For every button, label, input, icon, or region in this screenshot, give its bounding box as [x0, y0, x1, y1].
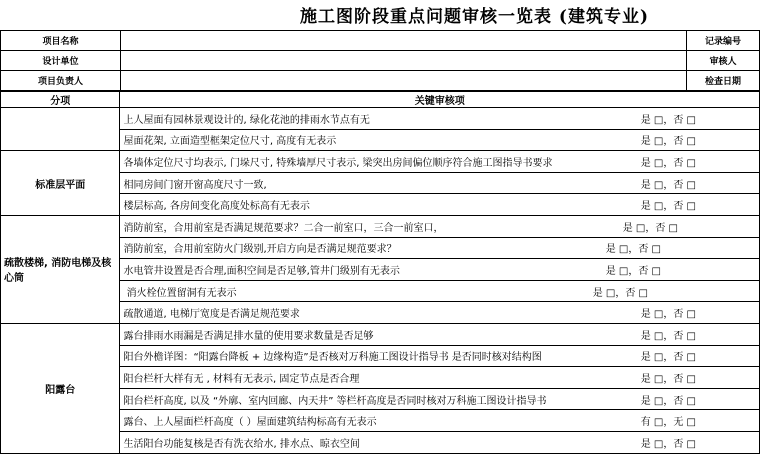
- table-row: [1, 151, 760, 173]
- page-title: 施工图阶段重点问题审核一览表 (建筑专业): [300, 7, 650, 27]
- item-cell: [120, 367, 760, 389]
- item-text: 水电管井设置是否合理,面积空间是否足够,管井门级别有无表示: [123, 265, 400, 277]
- table-header-row: [1, 92, 760, 108]
- item-cell: [120, 172, 760, 194]
- item-options[interactable]: 是 □，否 □: [640, 114, 696, 126]
- category-cell: [1, 108, 120, 151]
- category-cell: 阳露台: [1, 323, 120, 453]
- table-row: [1, 108, 760, 130]
- item-text: 各墙体定位尺寸均表示, 门垛尺寸, 特殊墙厚尺寸表示, 梁突出房间偏位顺序符合施工图指导书要求: [123, 157, 553, 169]
- item-options[interactable]: 有 □，无 □: [640, 417, 696, 429]
- item-text: 消火栓位置留洞有无表示: [123, 287, 237, 299]
- item-options[interactable]: 是 □，否 □: [640, 309, 696, 321]
- item-options[interactable]: 是 □，否 □: [640, 330, 696, 342]
- project-lead-label: 项目负责人: [1, 71, 121, 91]
- item-options[interactable]: 是 □，否 □: [640, 395, 696, 407]
- item-text: 楼层标高, 各房间变化高度处标高有无表示: [123, 201, 310, 213]
- item-options[interactable]: 是 □，否 □: [640, 438, 696, 450]
- item-cell: [120, 431, 760, 453]
- item-options[interactable]: 是 □，否 □: [605, 244, 661, 256]
- item-options[interactable]: 是 □，否 □: [640, 201, 696, 213]
- meta-table: [0, 30, 760, 91]
- review-table: [0, 91, 760, 454]
- project-name-label: 项目名称: [1, 31, 121, 51]
- item-cell: [120, 259, 760, 281]
- item-options[interactable]: 是 □，否 □: [640, 179, 696, 191]
- item-text: 阳台外檐详图：“阳露台降板 + 边缘构造”是否核对万科施工图设计指导书 是否同时核对结构图: [123, 352, 542, 364]
- item-text: 消防前室，合用前室是否满足规范要求？二合一前室口，三合一前室口，: [123, 222, 444, 234]
- category-cell: 标准层平面: [1, 151, 120, 216]
- item-text: 屋面花架, 立面造型框架定位尺寸, 高度有无表示: [123, 136, 337, 148]
- content-header: 关键审核项: [120, 92, 760, 108]
- item-cell: [120, 302, 760, 324]
- item-cell: [120, 323, 760, 345]
- item-text: 阳台栏杆大样有无 , 材料有无表示, 固定节点是否合理: [123, 373, 360, 385]
- design-unit-value[interactable]: [120, 51, 686, 71]
- item-cell: [120, 280, 760, 302]
- item-text: 生活阳台功能复核是否有洗衣给水, 排水点、晾衣空间: [123, 438, 360, 450]
- item-cell: [120, 194, 760, 216]
- design-unit-label: 设计单位: [1, 51, 121, 71]
- item-options[interactable]: 是 □，否 □: [640, 352, 696, 364]
- item-options[interactable]: 是 □，否 □: [640, 157, 696, 169]
- item-text: 露台、上人屋面栏杆高度（ ）屋面建筑结构标高有无表示: [123, 417, 377, 429]
- item-options[interactable]: 是 □，否 □: [592, 287, 648, 299]
- item-cell: [120, 108, 760, 130]
- category-cell: 疏散楼梯, 消防电梯及核心筒: [1, 215, 120, 323]
- reviewer-label: 审核人: [687, 51, 760, 71]
- item-cell: [120, 215, 760, 237]
- item-options[interactable]: 是 □，否 □: [640, 136, 696, 148]
- table-row: [1, 215, 760, 237]
- check-date-label: 检查日期: [687, 71, 760, 91]
- record-no-label: 记录编号: [687, 31, 760, 51]
- item-cell: [120, 151, 760, 173]
- item-text: 露台排雨水雨漏是否满足排水量的使用要求数量是否足够: [123, 330, 374, 342]
- item-cell: [120, 410, 760, 432]
- project-lead-value[interactable]: [120, 71, 686, 91]
- item-text: 上人屋面有园林景观设计的, 绿化花池的排雨水节点有无: [123, 114, 370, 126]
- project-name-value[interactable]: [120, 31, 686, 51]
- item-text: 疏散通道, 电梯厅宽度是否满足规范要求: [123, 309, 300, 321]
- item-text: 消防前室，合用前室防火门级别,开启方向是否满足规范要求？: [123, 244, 397, 256]
- category-header: 分项: [1, 92, 120, 108]
- item-cell: [120, 388, 760, 410]
- item-cell: [120, 129, 760, 151]
- item-options[interactable]: 是 □，否 □: [622, 222, 678, 234]
- item-cell: [120, 237, 760, 259]
- item-text: 阳台栏杆高度, 以及 “外廓、室内回廊、内天井” 等栏杆高度是否同时核对万科施工图设计指导书: [123, 395, 547, 407]
- table-row: [1, 323, 760, 345]
- item-cell: [120, 345, 760, 367]
- item-options[interactable]: 是 □，否 □: [605, 265, 661, 277]
- item-options[interactable]: 是 □，否 □: [640, 373, 696, 385]
- item-text: 相同房间门窗开窗高度尺寸一致,: [123, 179, 267, 191]
